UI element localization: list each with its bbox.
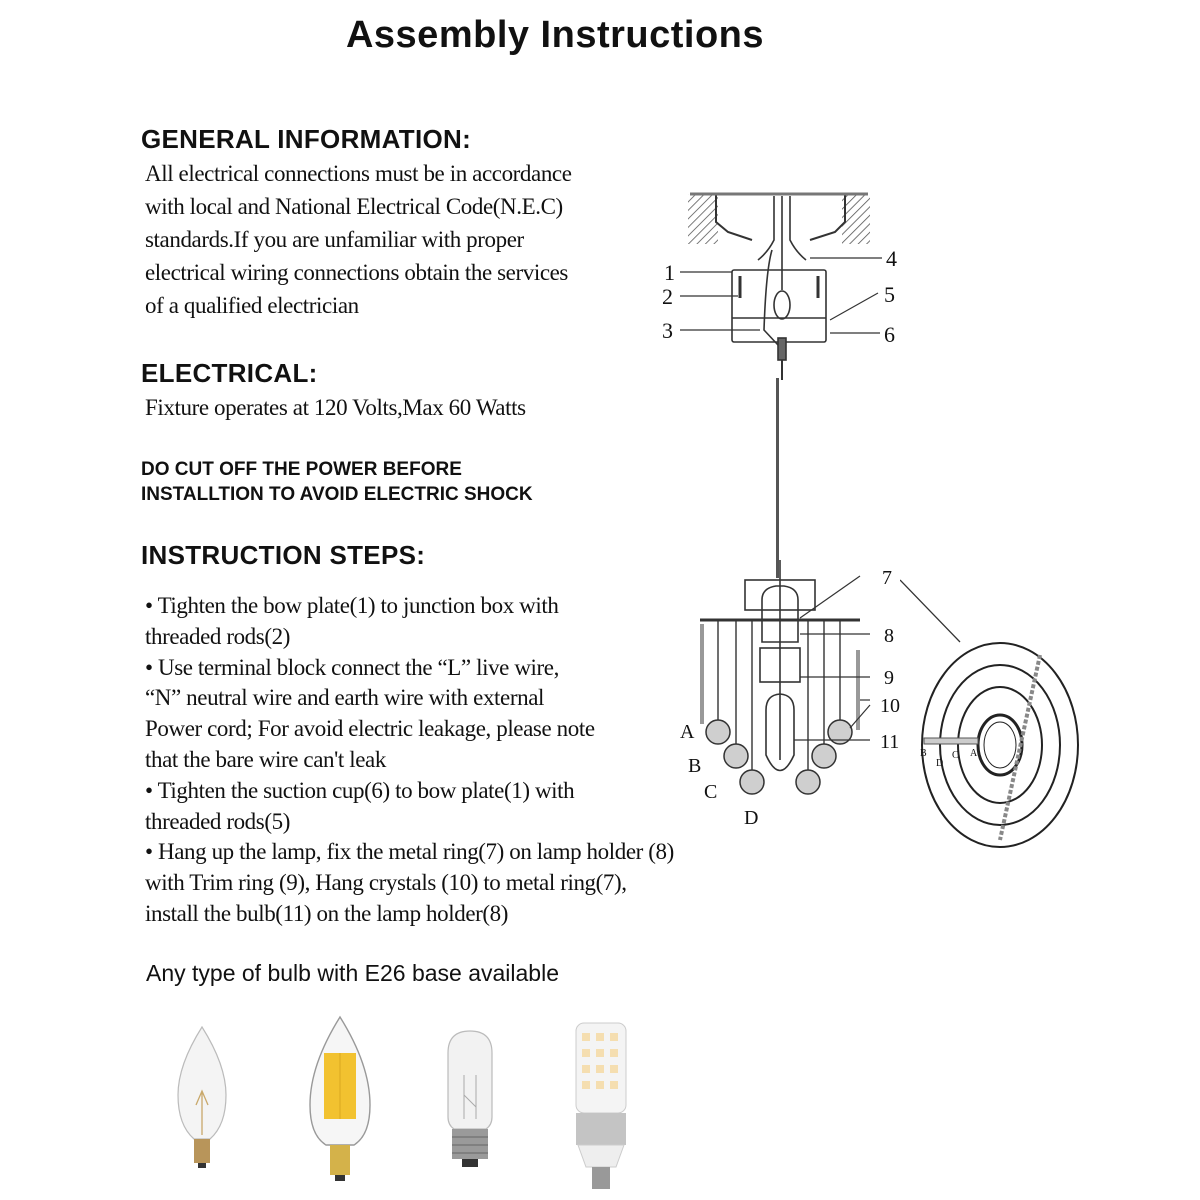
ring-labels — [920, 748, 978, 769]
ceiling-mount-diagram — [650, 180, 930, 380]
callout-5: 5 — [884, 282, 895, 307]
text-line: All electrical connections must be in accordance — [145, 161, 572, 186]
crystal-label-a: A — [680, 721, 695, 743]
step-line: • Hang up the lamp, fix the metal ring(7) on lamp holder (8) — [145, 839, 674, 865]
bulb-compatibility-note: Any type of bulb with E26 base available — [146, 960, 559, 986]
callout-9: 9 — [884, 667, 894, 689]
step-line: • Use terminal block connect the “L” live wire, — [145, 654, 559, 680]
step-line: with Trim ring (9), Hang crystals (10) to metal ring(7), — [145, 870, 627, 896]
step-line: Power cord; For avoid electric leakage, please note — [145, 716, 595, 742]
step-line: “N” neutral wire and earth wire with external — [145, 685, 544, 711]
crystal-label-b: B — [688, 755, 702, 777]
metal-ring-top-view-diagram — [900, 570, 1100, 870]
instruction-steps-heading: INSTRUCTION STEPS: — [141, 540, 426, 570]
clear-candelabra-bulb-icon — [178, 1027, 226, 1168]
step-line: • Tighten the bow plate(1) to junction box with — [145, 593, 559, 618]
led-filament-candle-bulb-icon — [310, 1017, 370, 1181]
text-line: standards.If you are unfamiliar with proper — [145, 227, 524, 252]
callout-8: 8 — [884, 625, 894, 647]
chandelier-fixture-diagram — [670, 560, 930, 840]
callout-4: 4 — [886, 246, 897, 271]
ring-label-d: D — [936, 758, 944, 769]
led-corn-bulb-icon — [576, 1023, 626, 1189]
part-callouts — [662, 246, 897, 347]
junction-box-icon — [688, 194, 870, 244]
step-line: • Tighten the suction cup(6) to bow plate(1) with — [145, 777, 575, 803]
step-line: install the bulb(11) on the lamp holder(8) — [145, 900, 509, 926]
ring-label-a: A — [970, 748, 978, 759]
ring-label-b: B — [920, 748, 927, 759]
warning-line: INSTALLTION TO AVOID ELECTRIC SHOCK — [141, 484, 533, 505]
concentric-rings-icon — [922, 643, 1078, 847]
page-title: Assembly Instructions — [345, 14, 765, 56]
text-line: electrical wiring connections obtain the services — [145, 260, 568, 285]
crystal-label-c: C — [704, 781, 718, 803]
clear-tubular-bulb-icon — [448, 1031, 492, 1167]
step-line: threaded rods(5) — [145, 808, 290, 834]
pendant-rod — [776, 378, 779, 578]
warning-line: DO CUT OFF THE POWER BEFORE — [141, 459, 462, 480]
step-line: threaded rods(2) — [145, 623, 290, 649]
bow-plate-icon — [732, 270, 826, 380]
general-information-heading: GENERAL INFORMATION: — [141, 124, 472, 154]
general-information-text — [145, 157, 572, 322]
callout-1: 1 — [664, 260, 675, 285]
text-line: of a qualified electrician — [145, 293, 359, 318]
crystal-label-d: D — [744, 807, 759, 829]
callout-3: 3 — [662, 318, 673, 343]
text-line: with local and National Electrical Code(N.E.C) — [145, 194, 563, 219]
bulb-options-row — [150, 995, 650, 1200]
callout-11: 11 — [880, 731, 900, 753]
step-line: that the bare wire can't leak — [145, 746, 386, 772]
callout-6: 6 — [884, 322, 895, 347]
callout-10: 10 — [880, 695, 900, 717]
ring-label-c: C — [952, 750, 959, 761]
power-warning — [141, 457, 533, 507]
electrical-text: Fixture operates at 120 Volts,Max 60 Watts — [145, 395, 526, 420]
callout-7: 7 — [882, 567, 892, 589]
callout-2: 2 — [662, 284, 673, 309]
crystal-pendants-icon — [706, 720, 852, 794]
electrical-heading: ELECTRICAL: — [141, 358, 318, 388]
instruction-steps-list — [145, 591, 674, 930]
